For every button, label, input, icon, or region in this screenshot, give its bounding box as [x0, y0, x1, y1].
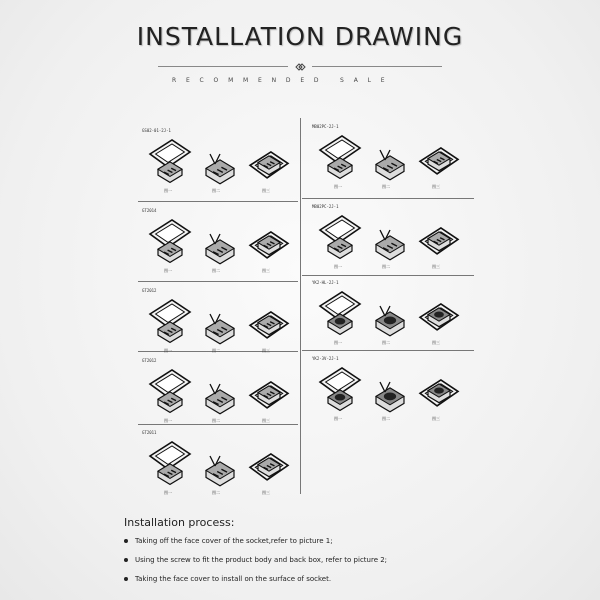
- step-label: 图三: [262, 490, 270, 495]
- step-label: 图一: [164, 418, 172, 423]
- step-label: 图一: [164, 348, 172, 353]
- step-label: 图三: [262, 418, 270, 423]
- process-steps: [124, 537, 387, 594]
- step-label: 图三: [262, 348, 270, 353]
- product-code: GT2012: [142, 288, 157, 293]
- divider-line-left: [158, 66, 288, 67]
- process-step: [124, 575, 387, 594]
- product-code: MB02PC-2J-1: [312, 124, 339, 129]
- installation-cell: [310, 124, 474, 194]
- socket-body: [328, 314, 352, 334]
- row-divider: [138, 201, 298, 202]
- installation-cell: [310, 204, 474, 274]
- product-code: YK2-3V-2J-1: [312, 356, 339, 361]
- process-step-text: Taking the face cover to install on the surface of socket.: [135, 575, 332, 583]
- step-label: 图一: [334, 184, 342, 189]
- installation-grid: [138, 118, 474, 494]
- socket-body: [158, 242, 182, 262]
- socket-body: [328, 158, 352, 178]
- row-divider: [302, 198, 474, 199]
- column-divider: [300, 118, 301, 494]
- step-label: 图三: [432, 264, 440, 269]
- installation-cell: [140, 208, 298, 278]
- socket-body: [158, 464, 182, 484]
- socket-body: [206, 320, 234, 344]
- step-label: 图一: [334, 416, 342, 421]
- socket-body: [206, 390, 234, 414]
- bullet-icon: [124, 558, 128, 562]
- step-label: 图二: [382, 264, 390, 269]
- step-label: 图三: [432, 340, 440, 345]
- row-divider: [302, 350, 474, 351]
- step-label: 图一: [164, 188, 172, 193]
- installation-cell: [140, 288, 298, 358]
- product-code: MB02PC-2J-1: [312, 204, 339, 209]
- step-label: 图一: [334, 340, 342, 345]
- step-label: 图三: [262, 268, 270, 273]
- installation-cell: [140, 358, 298, 428]
- product-code: YK2-HL-2J-1: [312, 280, 339, 285]
- socket-body: [206, 240, 234, 264]
- product-code: GT2014: [142, 208, 157, 213]
- socket-body: [328, 390, 352, 410]
- step-label: 图一: [164, 268, 172, 273]
- socket-body: [206, 160, 234, 184]
- socket-body: [376, 312, 404, 336]
- step-label: 图二: [212, 490, 220, 495]
- step-label: 图二: [382, 416, 390, 421]
- socket-body: [376, 388, 404, 412]
- step-label: 图二: [212, 188, 220, 193]
- product-code: GS02-01-2J-1: [142, 128, 171, 133]
- process-step: [124, 556, 387, 575]
- product-code: GT2011: [142, 430, 157, 435]
- installation-cell: [140, 128, 298, 198]
- process-step-text: Using the screw to fit the product body and back box, refer to picture 2;: [135, 556, 388, 564]
- socket-body: [376, 156, 404, 180]
- process-title: Installation process:: [124, 516, 235, 529]
- row-divider: [302, 275, 474, 276]
- socket-body: [158, 392, 182, 412]
- installation-cell: [310, 356, 474, 426]
- step-label: 图三: [262, 188, 270, 193]
- step-label: 图一: [164, 490, 172, 495]
- step-label: 图三: [432, 416, 440, 421]
- title-divider: [158, 61, 442, 73]
- product-code: GT2012: [142, 358, 157, 363]
- process-step-text: Taking off the face cover of the socket,refer to picture 1;: [135, 537, 333, 545]
- page-title: INSTALLATION DRAWING: [136, 22, 464, 51]
- bullet-icon: [124, 539, 128, 543]
- step-label: 图二: [212, 418, 220, 423]
- socket-body: [158, 322, 182, 342]
- page-subtitle: RECOMMENDED SALE: [172, 77, 395, 84]
- socket-body: [376, 236, 404, 260]
- installation-cell: [310, 280, 474, 350]
- divider-line-right: [312, 66, 442, 67]
- socket-body: [158, 162, 182, 182]
- step-label: 图三: [432, 184, 440, 189]
- step-label: 图二: [382, 184, 390, 189]
- step-label: 图二: [212, 348, 220, 353]
- process-step: [124, 537, 387, 556]
- bullet-icon: [124, 577, 128, 581]
- installation-cell: [140, 430, 298, 500]
- diamond-ornament-icon: [292, 61, 308, 73]
- step-label: 图二: [212, 268, 220, 273]
- socket-body: [328, 238, 352, 258]
- step-label: 图一: [334, 264, 342, 269]
- step-label: 图二: [382, 340, 390, 345]
- row-divider: [138, 281, 298, 282]
- socket-body: [206, 462, 234, 486]
